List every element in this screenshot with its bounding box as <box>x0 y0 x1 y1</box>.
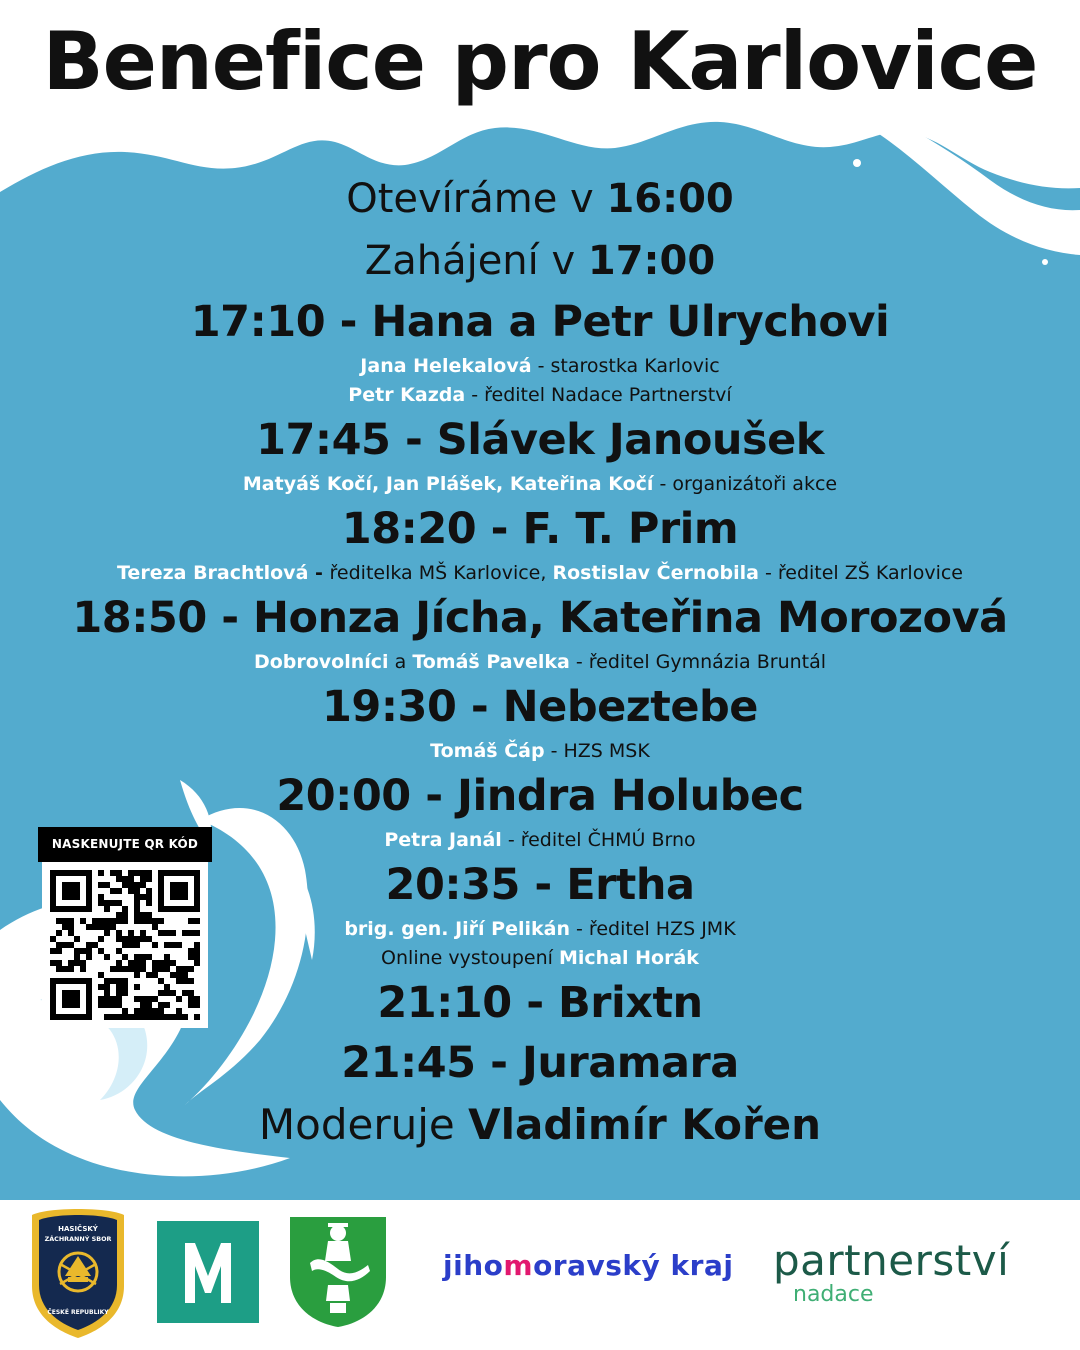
sponsor-logos <box>0 1200 1080 1350</box>
hzs-top-text: HASIČSKÝ <box>58 1225 98 1233</box>
page-title: Benefice pro Karlovice <box>42 15 1038 108</box>
speaker-line: Dobrovolníci a Tomáš Pavelka - ředitel Gymnázia Bruntál <box>253 651 827 673</box>
speaker-line: Jana Helekalová - starostka Karlovic <box>360 355 720 377</box>
act-entry: 20:00 - Jindra Holubec <box>276 771 804 821</box>
act-entry: 20:35 - Ertha <box>385 860 695 910</box>
act-entry: 21:45 - Juramara <box>341 1038 739 1088</box>
opening-time-line: Otevíráme v 16:00 <box>346 176 734 222</box>
partnerstvi-wordmark: partnerství <box>773 1236 1010 1285</box>
act-entry: 17:45 - Slávek Janoušek <box>256 415 824 465</box>
qr-code-icon <box>50 870 200 1020</box>
speaker-line: brig. gen. Jiří Pelikán - ředitel HZS JMK <box>344 918 736 940</box>
speaker-line: Matyáš Kočí, Jan Plášek, Kateřina Kočí - organizátoři akce <box>242 473 838 495</box>
act-entry: 21:10 - Brixtn <box>377 978 703 1028</box>
start-time-line: Zahájení v 17:00 <box>364 238 716 284</box>
karlovice-coat-of-arms-icon <box>288 1215 388 1329</box>
m-letter-logo-icon <box>157 1221 259 1323</box>
qr-panel <box>38 827 212 1037</box>
act-entry: 17:10 - Hana a Petr Ulrychovi <box>190 297 890 347</box>
qr-code[interactable] <box>42 862 208 1028</box>
nadace-wordmark: nadace <box>793 1282 874 1307</box>
nadace-partnerstvi-logo <box>773 1236 1063 1307</box>
act-entry: 18:20 - F. T. Prim <box>341 504 739 554</box>
speaker-line: Tomáš Čáp - HZS MSK <box>430 740 650 762</box>
hzs-bottom-text: ČESKÉ REPUBLIKY <box>47 1309 109 1316</box>
speaker-line: Tereza Brachtlová - ředitelka MŠ Karlovice, Rostislav Černobila - ředitel ZŠ Karlovice <box>117 562 963 584</box>
hzs-middle-text: ZÁCHRANNÝ SBOR <box>44 1235 112 1243</box>
act-entry: 18:50 - Honza Jícha, Kateřina Morozová <box>72 593 1008 643</box>
speaker-line: Petr Kazda - ředitel Nadace Partnerství <box>348 384 732 406</box>
jihomoravsky-kraj-logo: jihomoravský kraj <box>443 1249 734 1282</box>
speaker-line: Petra Janál - ředitel ČHMÚ Brno <box>384 829 696 851</box>
splash-drop <box>853 159 861 167</box>
hzs-fire-rescue-emblem-icon <box>28 1206 128 1340</box>
qr-label: NASKENUJTE QR KÓD <box>38 827 212 862</box>
online-performance-line: Online vystoupení Michal Horák <box>381 947 699 969</box>
splash-drop <box>1042 259 1048 265</box>
host-line: Moderuje Vladimír Kořen <box>258 1100 822 1149</box>
act-entry: 19:30 - Nebeztebe <box>322 682 758 732</box>
